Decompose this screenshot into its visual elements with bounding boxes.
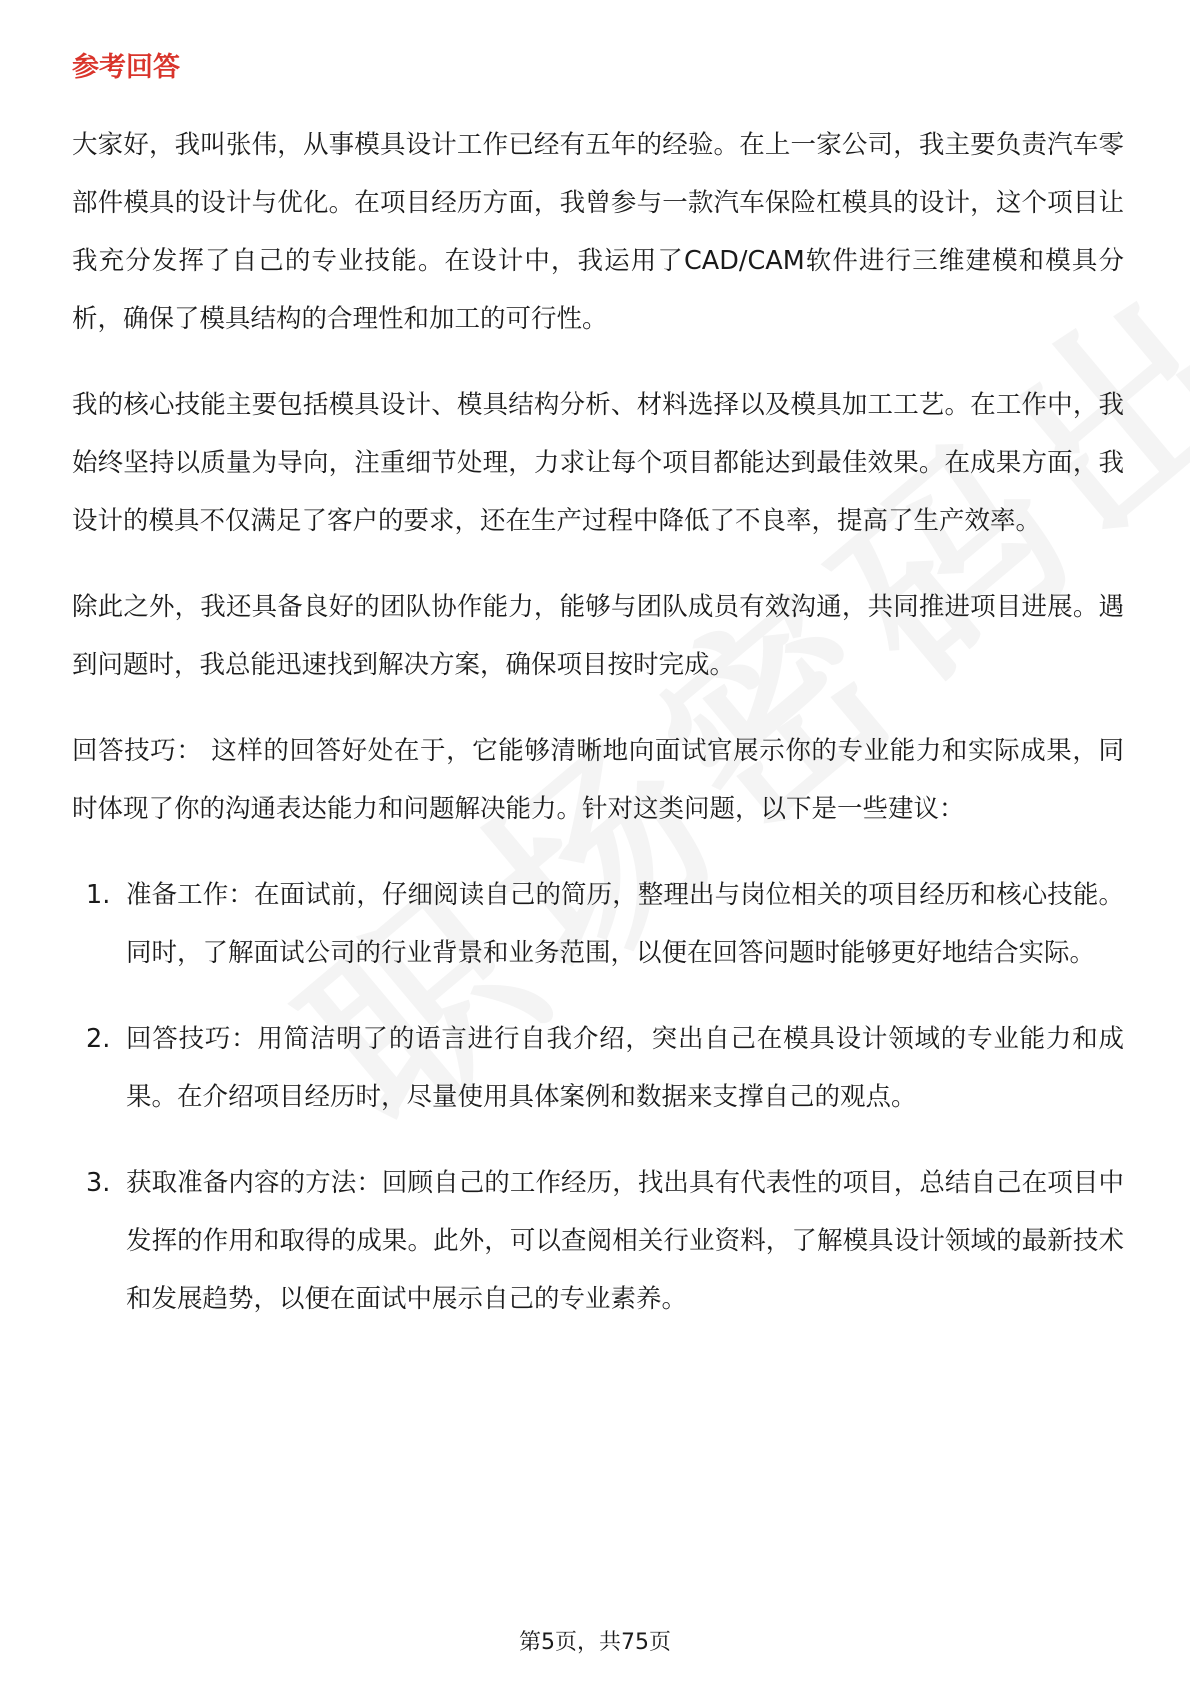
list-item-number: 3. [86, 1168, 111, 1198]
list-item-text: 回答技巧：用简洁明了的语言进行自我介绍，突出自己在模具设计领域的专业能力和成果。在介绍项目经历时，尽量使用具体案例和数据来支撑自己的观点。 [126, 1024, 1124, 1112]
paragraph-intro: 大家好，我叫张伟，从事模具设计工作已经有五年的经验。在上一家公司，我主要负责汽车零部件模具的设计与优化。在项目经历方面，我曾参与一款汽车保险杠模具的设计，这个项目让我充分发挥了自己的专业技能。在设计中，我运用了CAD/CAM软件进行三维建模和模具分析，确保了模具结构的合理性和加工的可行性。 [72, 130, 1124, 334]
list-item-number: 1. [86, 880, 111, 910]
list-item-text: 获取准备内容的方法：回顾自己的工作经历，找出具有代表性的项目，总结自己在项目中发挥的作用和取得的成果。此外，可以查阅相关行业资料，了解模具设计领域的最新技术和发展趋势，以便在面试中展示自己的专业素养。 [126, 1168, 1124, 1314]
paragraph-skills: 我的核心技能主要包括模具设计、模具结构分析、材料选择以及模具加工工艺。在工作中，我始终坚持以质量为导向，注重细节处理，力求让每个项目都能达到最佳效果。在成果方面，我设计的模具不仅满足了客户的要求，还在生产过程中降低了不良率，提高了生产效率。 [72, 390, 1124, 536]
tips-list [72, 866, 1124, 1328]
list-item [72, 1154, 1124, 1328]
paragraph-answer-tips: 回答技巧： 这样的回答好处在于，它能够清晰地向面试官展示你的专业能力和实际成果，同时体现了你的沟通表达能力和问题解决能力。针对这类问题，以下是一些建议： [72, 736, 1124, 824]
list-item [72, 866, 1124, 982]
list-item-text: 准备工作：在面试前，仔细阅读自己的简历，整理出与岗位相关的项目经历和核心技能。同时，了解面试公司的行业背景和业务范围，以便在回答问题时能够更好地结合实际。 [126, 880, 1124, 968]
section-title: 参考回答 [72, 52, 180, 83]
answer-body [72, 116, 1124, 1356]
paragraph-teamwork: 除此之外，我还具备良好的团队协作能力，能够与团队成员有效沟通，共同推进项目进展。遇到问题时，我总能迅速找到解决方案，确保项目按时完成。 [72, 592, 1124, 680]
list-item-number: 2. [86, 1024, 111, 1054]
list-item [72, 1010, 1124, 1126]
page-number: 第5页，共75页 [519, 1630, 671, 1655]
